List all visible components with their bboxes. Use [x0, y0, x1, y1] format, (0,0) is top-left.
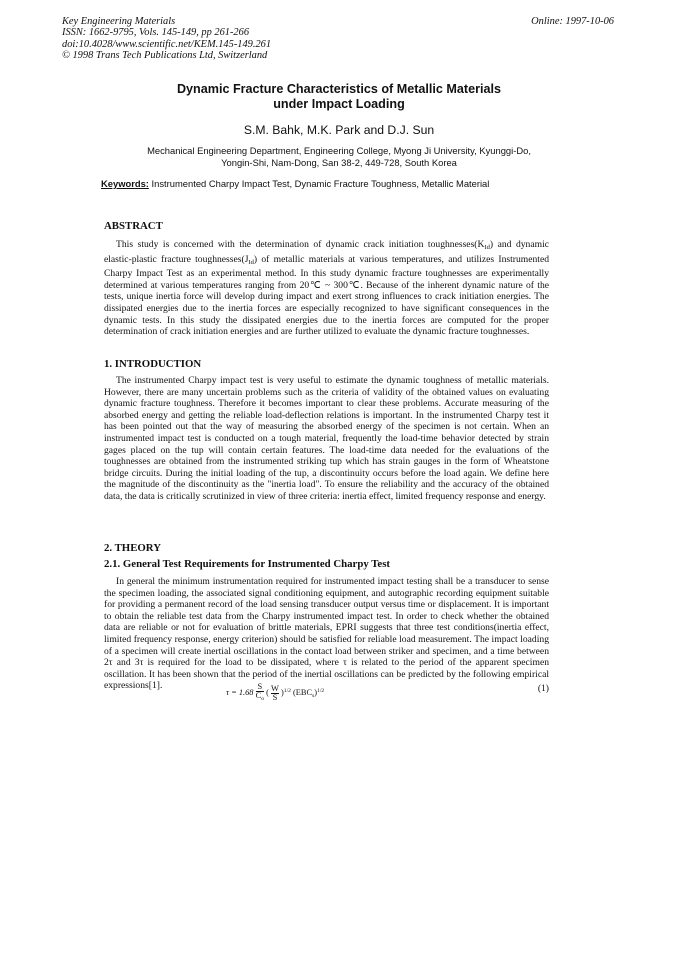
- affiliation-line-1: Mechanical Engineering Department, Engineering College, Myong Ji University, Kyunggi-Do,: [147, 145, 531, 156]
- journal-name: Key Engineering Materials: [62, 16, 176, 27]
- issn-line: ISSN: 1662-9795, Vols. 145-149, pp 261-266: [62, 27, 250, 39]
- affiliation: [90, 145, 588, 170]
- theory-subheading: 2.1. General Test Requirements for Instrumented Charpy Test: [104, 558, 391, 570]
- theory-paragraph: In general the minimum instrumentation required for instrumented impact testing shall be a transducer to sense the specimen loading, the associated signal conditioning equipment, and autographic recording equipment suitable for providing a permanent record of the load sensing transducer output versus time or displacement. It is important to obtain the reliable test data from the Charpy instrumented impact test. In order to check whether the obtained data are reliable or not for evaluation of brittle materials, EPRI suggests that three test conditions(inertia effect, limited frequency response, energy criterion) should be satisfied for reliable load measurement. The impact loading of a specimen will create inertial oscillations in the contact load between striker and specimen, and a time between 2τ and 3τ is required for the load to be dissipated, where τ is related to the period of the apparent specimen oscillation. It has been shown that the period of the inertial oscillations can be predicted by the following empirical expressions[1].: [104, 576, 549, 692]
- keywords: [101, 178, 601, 189]
- paper-title: [0, 82, 678, 112]
- equation-number: (1): [537, 683, 549, 694]
- equation-formula: τ = 1.68 $\frac{S}{C_o}$ ( $\frac{W}{S}$ )$^{1/2}$ $(EBC_s)^{1/2}$: [226, 682, 325, 702]
- title-line-1: Dynamic Fracture Characteristics of Metallic Materials: [176, 82, 502, 96]
- authors: S.M. Bahk, M.K. Park and D.J. Sun: [243, 123, 435, 137]
- fraction-s-over-co: $\frac{S}{C_o}$: [255, 682, 264, 702]
- intro-body: [104, 375, 549, 503]
- copyright-line: © 1998 Trans Tech Publications Ltd, Switzerland: [62, 50, 268, 62]
- intro-heading: 1. INTRODUCTION: [104, 358, 202, 370]
- doi-line: doi:10.4028/www.scientific.net/KEM.145-149.261: [62, 38, 272, 50]
- intro-paragraph: The instrumented Charpy impact test is very useful to estimate the dynamic toughness of metallic materials. However, there are many uncertain problems such as the criteria of validity of the obtained values on evaluating dynamic fracture toughness. Therefore it becomes important to clear these problems. Accurate measuring of the absorbed energy and getting the reliable load-deflection relations is important. In the instrumented Charpy test it has been pointed out that the way of measuring the absorbed energy of the specimen is not certain. When an instrumented impact test is conducted on a tough material, frequently the load-time behavior detected by strain gages placed on the tup will contain certain features. The load-time data needed for the evaluations of the toughnesses are obtained from the instrumented striking tup which has strain gauges in the form of Wheatstone bridge circuits. During the initial loading of the tup, a discontinuity occurs before the load again. We define here the magnitude of the discontinuity as the "inertia load". To ensure the reliability and the accuracy of the obtained data, the data is critically scrutinized in view of three criteria: inertia effect, limited frequency response and energy.: [104, 375, 549, 502]
- abstract-heading: ABSTRACT: [104, 220, 163, 232]
- theory-heading: 2. THEORY: [104, 542, 162, 554]
- keywords-label: Keywords:: [101, 178, 149, 189]
- title-line-2: under Impact Loading: [273, 97, 405, 111]
- fraction-w-over-s: $\frac{W}{S}$: [270, 683, 279, 702]
- keywords-text: Instrumented Charpy Impact Test, Dynamic Fracture Toughness, Metallic Material: [148, 178, 490, 189]
- abstract-paragraph: This study is concerned with the determination of dynamic crack initiation $toughnesses(K_{Id})$ and dynamic elastic-plastic fracture $toughnesses(J_{Id})$ of metallic materials at various temperatures, and utilizes Instrumented Charpy Impact Test as an experimental method. In this study dynamic fracture toughnesses are experimentally determined at various temperatures ranging from 20℃ ~ 300℃. Because of the inherent dynamic nature of the tests, unique inertia force will develop during impact and exert strong influences to crack initiation energies. The dissipated energies due to the inertia forces are especially recognized to have significant consequences in the dynamic tests. In this study the dissipated energies due to the inertia forces are computed for the proper determination of crack initiation energies and are further utilized to evaluate the dynamic fracture toughnesses.: [104, 239, 549, 338]
- journal-header: [62, 16, 614, 62]
- online-date: Online: 1997-10-06: [531, 16, 614, 27]
- abstract-body: [104, 239, 549, 338]
- theory-body: [104, 576, 549, 692]
- equation-1: [104, 681, 549, 702]
- affiliation-line-2: Yongin-Shi, Nam-Dong, San 38-2, 449-728, South Korea: [221, 157, 457, 169]
